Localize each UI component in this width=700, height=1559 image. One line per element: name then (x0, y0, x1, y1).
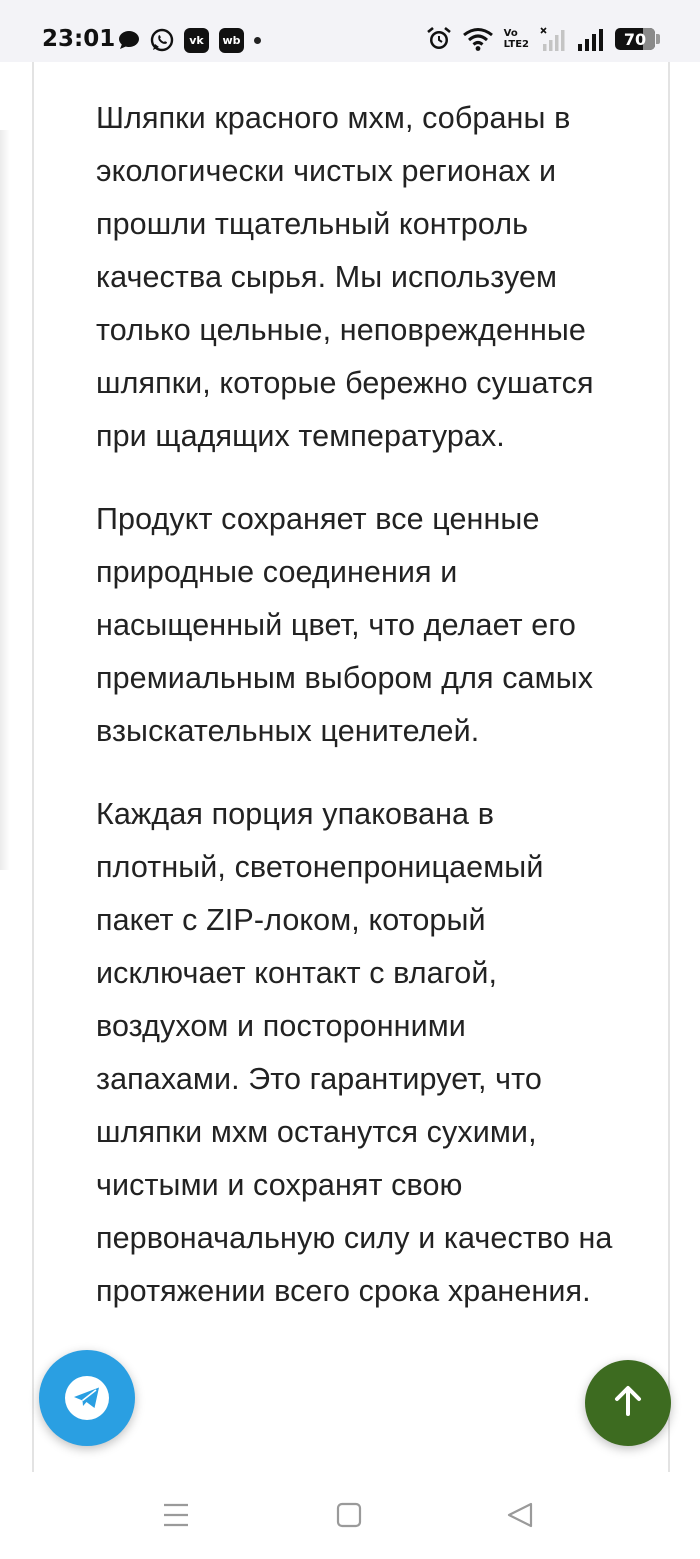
volte-icon (504, 28, 529, 50)
back-button[interactable] (503, 1500, 537, 1534)
wifi-icon (462, 27, 494, 51)
battery-nub (656, 34, 660, 44)
home-square-icon (336, 1502, 362, 1532)
signal-empty-icon (539, 26, 565, 52)
menu-icon (162, 1502, 190, 1532)
dot-icon (254, 37, 261, 44)
status-bar (0, 0, 700, 62)
telegram-icon (65, 1376, 109, 1420)
product-description (96, 92, 616, 1348)
volte-top-label: Vo (503, 28, 518, 39)
home-button[interactable] (332, 1500, 366, 1534)
system-nav-bar (0, 1472, 700, 1559)
left-edge-shadow (0, 130, 10, 870)
menu-button[interactable] (159, 1500, 193, 1534)
battery-level: 70 (623, 29, 647, 49)
wb-icon: wb (219, 28, 244, 53)
notification-icons (118, 26, 261, 54)
signal-full-icon (575, 26, 605, 52)
system-icons (426, 22, 660, 56)
vk-icon: vk (184, 28, 209, 53)
status-time: 23:01 (42, 26, 116, 52)
paragraph-1: Шляпки красного мхм, собраны в экологически чистых регионах и прошли тщательный контроль качества сырья. Мы используем только цельные, неповрежденные шляпки, которые бережно сушатся при щадящих температурах. (96, 101, 594, 453)
arrow-up-icon (611, 1384, 645, 1422)
back-triangle-icon (506, 1501, 534, 1533)
alarm-icon (426, 26, 452, 52)
whatsapp-icon (150, 28, 174, 52)
scroll-to-top-button[interactable] (585, 1360, 671, 1446)
paragraph-2: Продукт сохраняет все ценные природные соединения и насыщенный цвет, что делает его премиальным выбором для самых взыскательных ценителей. (96, 502, 594, 748)
paragraph-3: Каждая порция упакована в плотный, светонепроницаемый пакет с ZIP-локом, который исключает контакт с влагой, воздухом и посторонними запахами. Это гарантирует, что шляпки мхм останутся сухими, чистыми и сохранят свою первоначальную силу и качество на протяжении всего срока хранения. (96, 797, 613, 1308)
telegram-button[interactable] (39, 1350, 135, 1446)
battery-icon (615, 28, 655, 50)
chat-bubble-icon (118, 30, 140, 50)
volte-bottom-label: LTE2 (503, 39, 529, 50)
